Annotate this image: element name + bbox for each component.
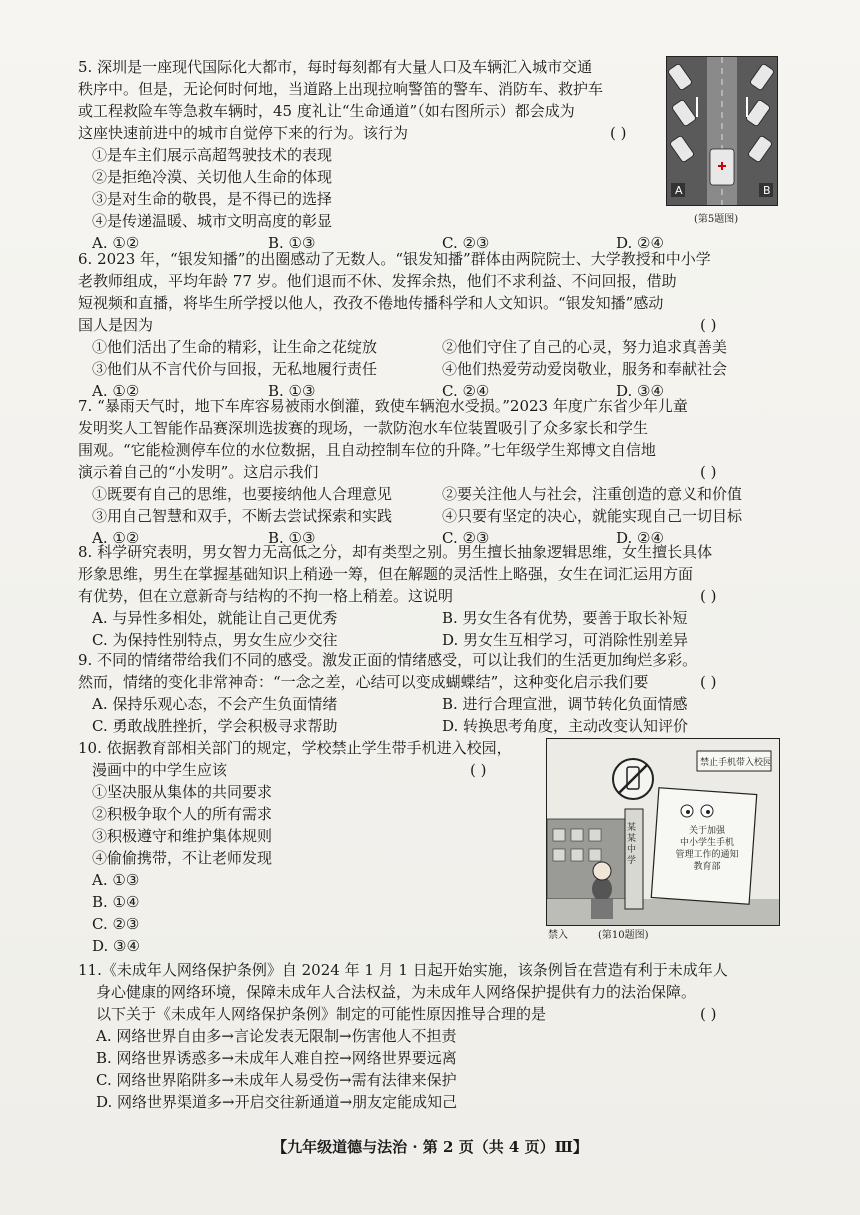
- choice-d: D. ③④: [616, 382, 664, 400]
- q5-figure-caption: (第5题图): [694, 214, 739, 225]
- choice-b: B. 网络世界诱惑多→未成年人难自控→网络世界要远离: [96, 1049, 457, 1067]
- q7-stem-line: 发明奖人工智能作品赛深圳选拔赛的现场，一款防泡水车位装置吸引了众多家长和学生: [78, 419, 649, 437]
- q7-item: ③用自己智慧和双手，不断去尝试探索和实践: [92, 507, 393, 525]
- q10-item: ③积极遵守和维护集体规则: [92, 827, 273, 845]
- q10-figure-label: 禁入: [548, 930, 568, 941]
- q5-stem-line: 或工程救险车等急救车辆时，45 度礼让“生命通道”（如右图所示）都会成为: [78, 102, 575, 120]
- q8-stem-line: 8. 科学研究表明，男女智力无高低之分，却有类型之别。男生擅长抽象逻辑思维，女生擅长具体: [78, 543, 713, 561]
- q7-item: ②要关注他人与社会，注重创造的意义和价值: [442, 485, 743, 503]
- doc-line: 教育部: [693, 862, 721, 872]
- choice-b: B. ①③: [268, 382, 316, 400]
- choice-d: D. 男女生互相学习，可消除性别差异: [442, 631, 689, 649]
- choice-c: C. 网络世界陷阱多→未成年人易受伤→需有法律来保护: [96, 1071, 457, 1089]
- question-6: [78, 249, 778, 399]
- q11-stem-line: 身心健康的网络环境，保障未成年人合法权益，为未成年人网络保护提供有力的法治保障。: [96, 983, 697, 1001]
- q6-stem-line: 短视频和直播，将毕生所学授以他人，孜孜不倦地传播科学和人文知识。“银发知播”感动: [78, 294, 664, 312]
- choice-a: A. ①②: [92, 234, 140, 252]
- choice-d: D. ②④: [616, 529, 664, 547]
- answer-bracket: ( ): [700, 463, 717, 481]
- q6-stem-line: 老教师组成，平均年龄 77 岁。他们退而不休、发挥余热，他们不求利益、不问回报，借助: [78, 272, 677, 290]
- doc-line: 中小学生手机: [679, 838, 734, 848]
- q5-item: ②是拒绝冷漠、关切他人生命的体现: [92, 168, 333, 186]
- choice-b: B. ①③: [268, 234, 316, 252]
- q10-stem-line: 10. 依据教育部相关部门的规定，学校禁止学生带手机进入校园，: [78, 739, 512, 757]
- choice-d: D. 转换思考角度，主动改变认知评价: [442, 717, 689, 735]
- q7-stem-line: 演示着自己的“小发明”。这启示我们: [78, 463, 319, 481]
- question-9: [78, 650, 778, 740]
- page-footer: 【九年级道德与法治 · 第 2 页（共 4 页）Ⅲ】: [272, 1138, 588, 1156]
- q6-item: ①他们活出了生命的精彩，让生命之花绽放: [92, 338, 378, 356]
- choice-a: A. 网络世界自由多→言论发表无限制→伤害他人不担责: [96, 1027, 457, 1045]
- choice-c: C. ②③: [92, 915, 140, 933]
- q8-stem-line: 有优势，但在立意新奇与结构的不拘一格上稍差。这说明: [78, 587, 454, 605]
- q9-stem-line: 9. 不同的情绪带给我们不同的感受。激发正面的情绪感受，可以让我们的生活更加绚烂多彩。: [78, 651, 698, 669]
- choice-c: C. ②③: [442, 529, 490, 547]
- choice-b: B. ①③: [268, 529, 316, 547]
- cartoon-sign-text: 禁止手机带入校园: [700, 758, 773, 768]
- question-7: [78, 396, 778, 546]
- q5-figure: [666, 56, 778, 206]
- q10-item: ①坚决服从集体的共同要求: [92, 783, 273, 801]
- question-10: [78, 738, 538, 955]
- q10-item: ④偷偷携带，不让老师发现: [92, 849, 273, 867]
- q7-item: ④只要有坚定的决心，就能实现自己一切目标: [442, 507, 743, 525]
- question-11: [78, 960, 778, 1110]
- cartoon-document: [667, 825, 747, 873]
- choice-a: A. ①②: [92, 382, 140, 400]
- q5-stem-line: 秩序中。但是，无论何时何地，当道路上出现拉响警笛的警车、消防车、救护车: [78, 80, 604, 98]
- choice-b: B. 进行合理宣泄，调节转化负面情感: [442, 695, 688, 713]
- q5-stem-line: 这座快速前进中的城市自觉停下来的行为。该行为: [78, 124, 409, 142]
- q5-item: ①是车主们展示高超驾驶技术的表现: [92, 146, 333, 164]
- choice-b: B. ①④: [92, 893, 140, 911]
- q7-stem-line: 围观。“它能检测停车位的水位数据，且自动控制车位的升降。”七年级学生郑博文自信地: [78, 441, 656, 459]
- choice-d: D. ③④: [92, 937, 140, 955]
- q5-item: ④是传递温暖、城市文明高度的彰显: [92, 212, 333, 230]
- choice-c: C. ②④: [442, 382, 490, 400]
- choice-a: A. ①③: [92, 871, 140, 889]
- question-8: [78, 542, 778, 652]
- choice-c: C. 为保持性别特点，男女生应少交往: [92, 631, 338, 649]
- q6-item: ②他们守住了自己的心灵，努力追求真善美: [442, 338, 728, 356]
- choice-a: A. 与异性多相处，就能让自己更优秀: [92, 609, 338, 627]
- choice-c: C. 勇敢战胜挫折，学会积极寻求帮助: [92, 717, 338, 735]
- choice-c: C. ②③: [442, 234, 490, 252]
- q11-stem-line: 11.《未成年人网络保护条例》自 2024 年 1 月 1 日起开始实施，该条例旨在营造有利于未成年人: [78, 961, 728, 979]
- q6-stem-line: 6. 2023 年，“银发知播”的出圈感动了无数人。“银发知播”群体由两院院士、大学教授和中小学: [78, 250, 711, 268]
- doc-line: 管理工作的通知: [675, 850, 739, 860]
- q7-item: ①既要有自己的思维，也要接纳他人合理意见: [92, 485, 393, 503]
- doc-line: 关于加强: [688, 826, 725, 836]
- q9-stem-line: 然而，情绪的变化非常神奇：“一念之差，心结可以变成蝴蝶结”，这种变化启示我们要: [78, 673, 649, 691]
- q7-stem-line: 7. “暴雨天气时，地下车库容易被雨水倒灌，致使车辆泡水受损。”2023 年度广东省少年儿童: [78, 397, 688, 415]
- choice-d: D. 网络世界渠道多→开启交往新通道→朋友定能成知己: [96, 1093, 458, 1111]
- answer-bracket: ( ): [700, 1005, 717, 1023]
- answer-bracket: ( ): [700, 316, 717, 334]
- fig5-label-a: A: [675, 184, 683, 197]
- q11-stem-line: 以下关于《未成年人网络保护条例》制定的可能性原因推导合理的是: [96, 1005, 547, 1023]
- q5-stem-line: 5. 深圳是一座现代国际化大都市，每时每刻都有大量人口及车辆汇入城市交通: [78, 58, 593, 76]
- q10-item: ②积极争取个人的所有需求: [92, 805, 273, 823]
- fig5-label-b: B: [763, 184, 771, 197]
- q10-figure-caption: (第10题图): [598, 930, 649, 941]
- q10-cartoon: [546, 738, 780, 926]
- answer-bracket: ( ): [610, 124, 627, 142]
- choice-a: A. 保持乐观心态，不会产生负面情绪: [92, 695, 338, 713]
- choice-a: A. ①②: [92, 529, 140, 547]
- q10-stem-line: 漫画中的中学生应该: [92, 761, 228, 779]
- cartoon-gate-text: 某某中学: [627, 823, 637, 866]
- question-5: [78, 57, 668, 252]
- q5-item: ③是对生命的敬畏，是不得已的选择: [92, 190, 333, 208]
- q8-stem-line: 形象思维，男生在掌握基础知识上稍逊一筹，但在解题的灵活性上略强，女生在词汇运用方面: [78, 565, 694, 583]
- q6-item: ③他们从不言代价与回报，无私地履行责任: [92, 360, 378, 378]
- life-channel-illustration: [667, 57, 777, 205]
- answer-bracket: ( ): [700, 673, 717, 691]
- q6-stem-line: 国人是因为: [78, 316, 154, 334]
- answer-bracket: ( ): [470, 761, 487, 779]
- choice-b: B. 男女生各有优势，要善于取长补短: [442, 609, 688, 627]
- choice-d: D. ②④: [616, 234, 664, 252]
- q6-item: ④他们热爱劳动爱岗敬业，服务和奉献社会: [442, 360, 728, 378]
- answer-bracket: ( ): [700, 587, 717, 605]
